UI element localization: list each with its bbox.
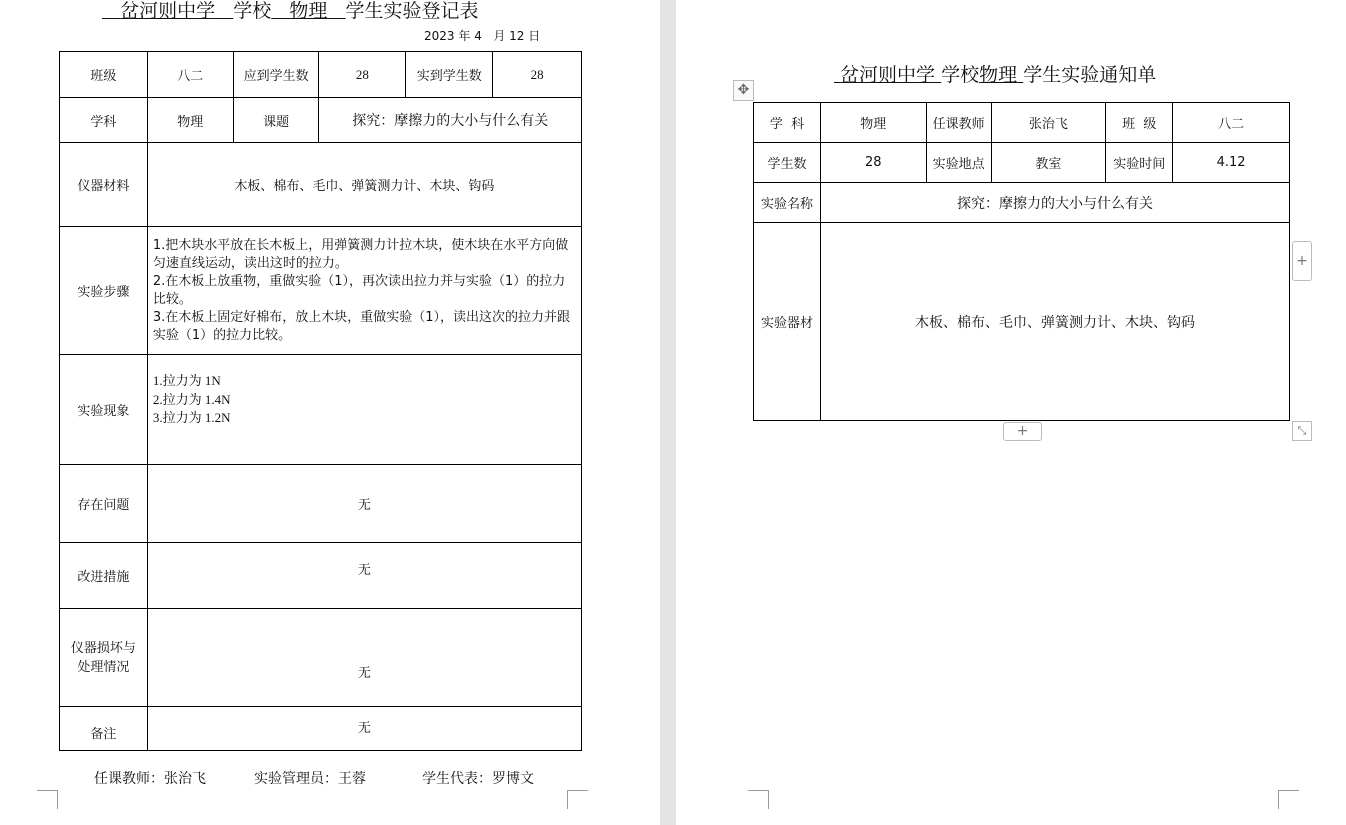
crop-mark: [748, 790, 769, 809]
improvements-value[interactable]: 无: [147, 543, 581, 609]
move-arrows-icon[interactable]: ✥: [733, 80, 754, 101]
remarks-label: 备注: [60, 707, 148, 751]
phenomenon-2: 2.拉力为 1.4N: [152, 391, 231, 407]
register-date: 2023 年 4 月 12 日: [424, 29, 541, 43]
damage-label-line2: 处理情况: [77, 659, 130, 675]
notice-class-value[interactable]: 八二: [1173, 103, 1290, 143]
damage-label-line1: 仪器损坏与: [70, 640, 136, 656]
table-row: [754, 103, 1290, 143]
table-row: [754, 183, 1290, 223]
notice-name-value[interactable]: 探究：摩擦力的大小与什么有关: [820, 183, 1289, 223]
step-1: 1.把木块水平放在长木板上，用弹簧测力计拉木块，使木块在水平方向做匀速直线运动，读出这时的拉力。: [152, 237, 569, 271]
materials-value[interactable]: 木板、棉布、毛巾、弹簧测力计、木块、钩码: [147, 143, 581, 227]
register-table: [59, 51, 582, 751]
expected-students-label: 应到学生数: [233, 52, 319, 98]
add-column-plus-icon[interactable]: +: [1292, 241, 1312, 281]
notice-time-value[interactable]: 4.12: [1173, 143, 1290, 183]
table-row: [60, 143, 582, 227]
notice-equipment-value[interactable]: 木板、棉布、毛巾、弹簧测力计、木块、钩码: [820, 223, 1289, 421]
damage-value[interactable]: 无: [147, 609, 581, 707]
table-row: [60, 707, 582, 751]
notice-location-label: 实验地点: [926, 143, 991, 183]
step-2: 2.在木板上放重物，重做实验（1），再次读出拉力并与实验（1）的拉力比较。: [152, 273, 566, 307]
notice-subject-value[interactable]: 物理: [820, 103, 926, 143]
problems-value[interactable]: 无: [147, 465, 581, 543]
actual-students-value[interactable]: 28: [493, 52, 582, 98]
topic-value[interactable]: 探究：摩擦力的大小与什么有关: [319, 98, 582, 143]
notice-equipment-label: 实验器材: [754, 223, 821, 421]
notice-students-label: 学生数: [754, 143, 821, 183]
crop-mark: [567, 790, 588, 809]
notice-time-label: 实验时间: [1106, 143, 1173, 183]
document-page-right: [676, 0, 1346, 825]
notice-name-label: 实验名称: [754, 183, 821, 223]
topic-label: 课题: [233, 98, 319, 143]
actual-students-label: 实到学生数: [406, 52, 493, 98]
table-row: [60, 98, 582, 143]
phenomenon-1: 1.拉力为 1N: [152, 373, 221, 388]
table-row: [60, 52, 582, 98]
class-value[interactable]: 八二: [147, 52, 233, 98]
register-title: 岔河则中学 学校 物理 学生实验登记表: [120, 0, 479, 22]
document-page-left: [0, 0, 660, 825]
crop-mark: [1278, 790, 1299, 809]
crop-mark: [37, 790, 58, 809]
notice-students-value[interactable]: 28: [820, 143, 926, 183]
subject-value[interactable]: 物理: [147, 98, 233, 143]
phenomenon-3: 3.拉力为 1.2N: [152, 410, 231, 425]
class-label: 班级: [60, 52, 148, 98]
subject-label: 学科: [60, 98, 148, 143]
table-row: [60, 465, 582, 543]
phenomena-cell[interactable]: [147, 355, 581, 465]
table-row: [754, 223, 1290, 421]
table-row: [60, 227, 582, 355]
notice-location-value[interactable]: 教室: [991, 143, 1106, 183]
notice-teacher-value[interactable]: 张治飞: [991, 103, 1106, 143]
steps-label: 实验步骤: [60, 227, 148, 355]
table-row: [60, 543, 582, 609]
footer-teacher: 任课教师：张治飞: [94, 771, 206, 787]
notice-title: 岔河则中学 学校物理 学生实验通知单: [840, 64, 1157, 86]
expected-students-value[interactable]: 28: [319, 52, 406, 98]
footer-student-rep: 学生代表：罗博文: [422, 771, 534, 787]
page-gap: [660, 0, 676, 825]
remarks-value[interactable]: 无: [147, 707, 581, 751]
table-row: [60, 355, 582, 465]
damage-label: [60, 609, 148, 707]
materials-label: 仪器材料: [60, 143, 148, 227]
add-row-plus-icon[interactable]: +: [1003, 422, 1042, 441]
step-3: 3.在木板上固定好棉布，放上木块，重做实验（1），读出这次的拉力并跟实验（1）的拉力比较。: [152, 309, 571, 343]
notice-class-label: 班 级: [1106, 103, 1173, 143]
notice-table: [753, 102, 1290, 421]
notice-subject-label: 学 科: [754, 103, 821, 143]
problems-label: 存在问题: [60, 465, 148, 543]
improvements-label: 改进措施: [60, 543, 148, 609]
resize-diagonal-icon[interactable]: ⤡: [1292, 421, 1312, 441]
notice-teacher-label: 任课教师: [926, 103, 991, 143]
phenomena-label: 实验现象: [60, 355, 148, 465]
steps-cell[interactable]: [147, 227, 581, 355]
footer-manager: 实验管理员：王蓉: [254, 771, 366, 787]
table-row: [754, 143, 1290, 183]
table-row: [60, 609, 582, 707]
